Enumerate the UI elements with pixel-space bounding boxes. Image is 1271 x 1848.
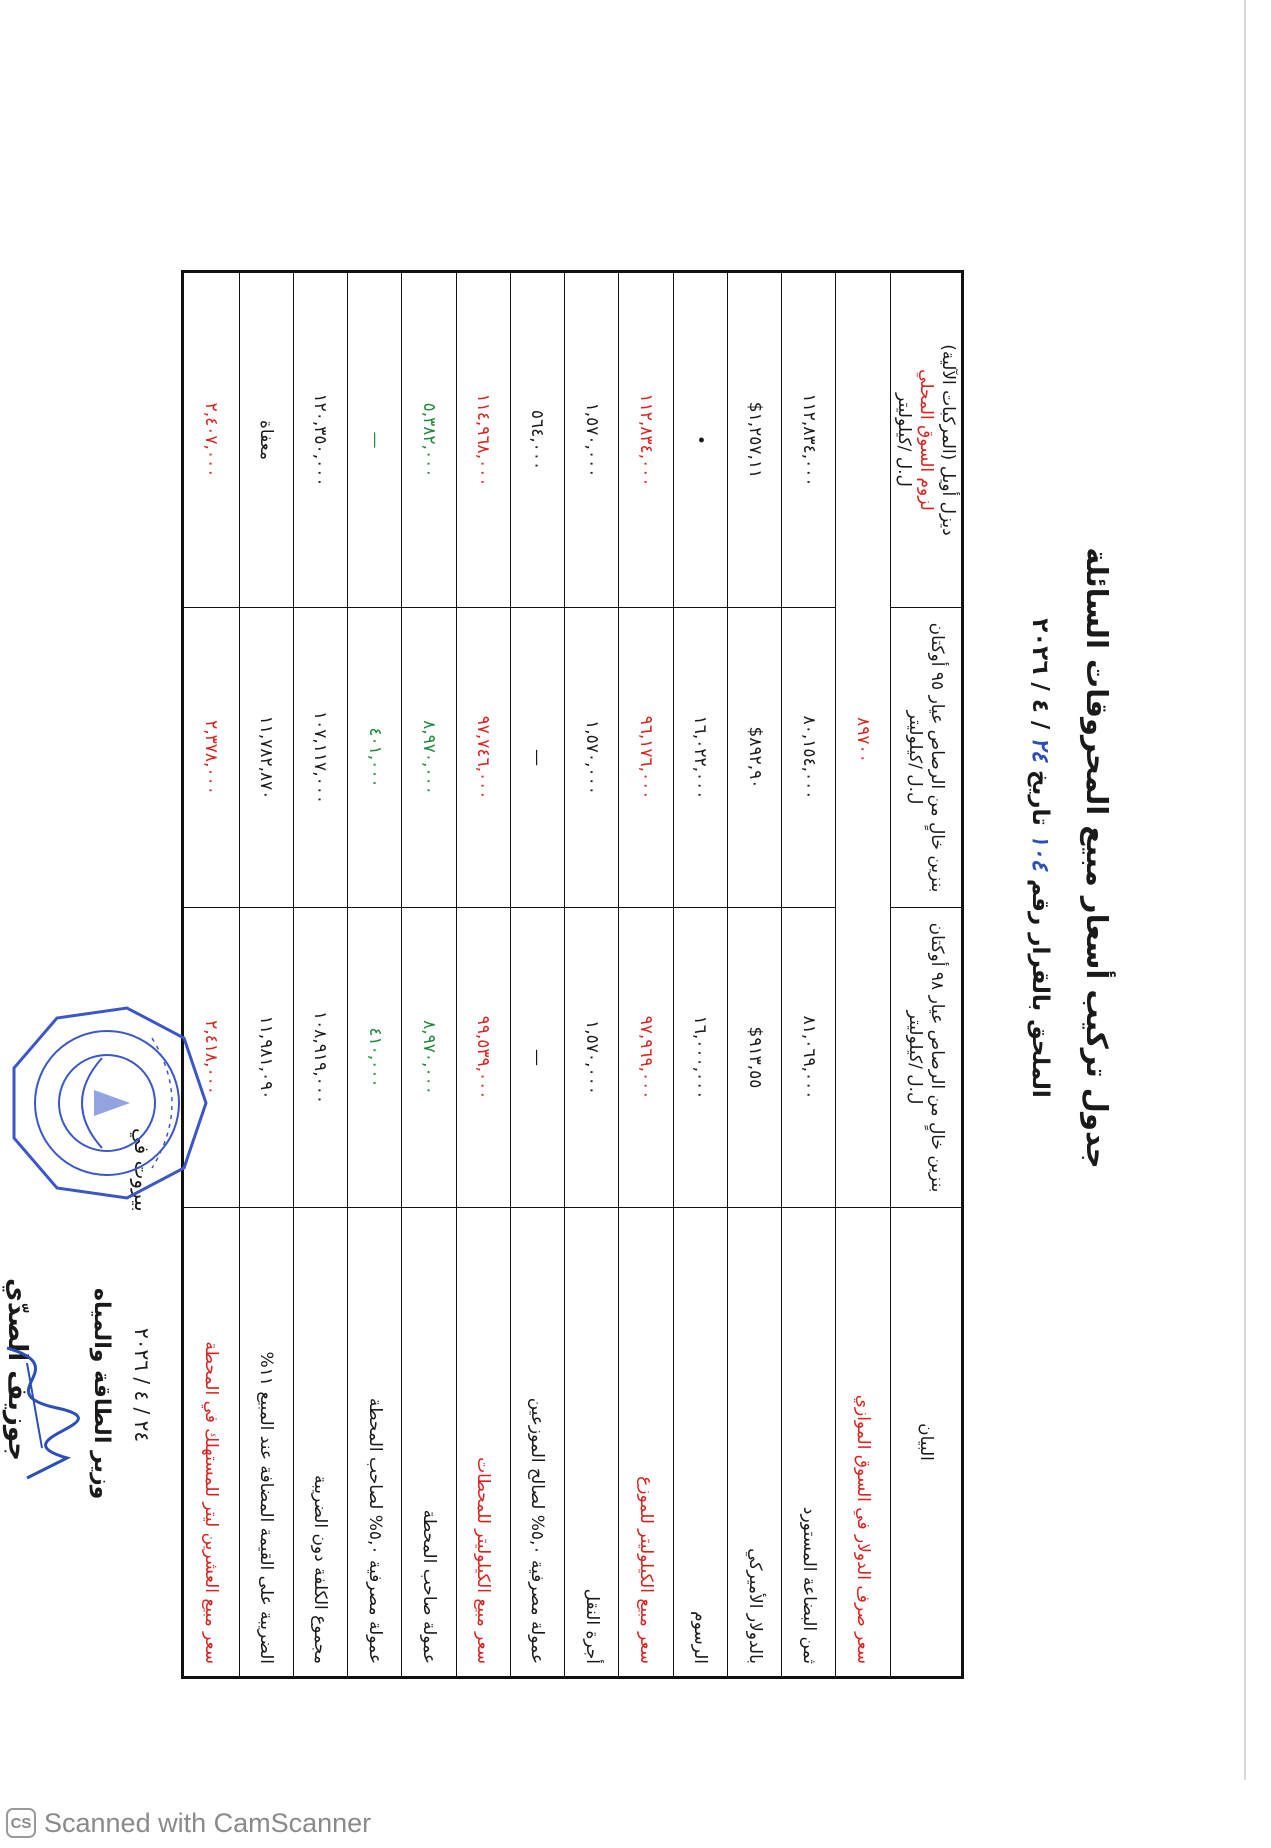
decision-number: ١٠٤ [1027,833,1054,871]
row-label: الرسوم [673,1208,727,1678]
header-petrol-98: بنزين خالٍ من الرصاص عيار ٩٨ أوكتان ل.ل /كيلوليتر [890,908,962,1208]
header-description: البيان [890,1208,962,1678]
row-value: ١٦,٠٠٠,٠٠٠ [673,908,727,1208]
table-row [836,272,890,1678]
row-value: ٢,٤١٨,٠٠٠ [183,908,240,1208]
row-value: ١٠٨,٩١٩,٠٠٠ [293,908,347,1208]
document-title: جدول تركيب أسعار مبيع المحروقات السائلة [1080,547,1114,1169]
row-value: — [510,608,564,908]
row-value: ٩٦,١٧٦,٠٠٠ [619,608,673,908]
row-value: ١١٤,٩٦٨,٠٠٠ [456,272,510,608]
row-value: ٨٠,١٥٤,٠٠٠ [782,608,836,908]
row-value: ٤٠١,٠٠٠ [348,608,402,908]
document-subtitle [1027,38,1054,1678]
row-value: ٩٧,٩٦٩,٠٠٠ [619,908,673,1208]
table-row [402,272,456,1678]
table-header-row [890,272,962,1678]
row-value: ٤١٠,٠٠٠ [348,908,402,1208]
row-value: ١,٥٧٠,٠٠٠ [565,272,619,608]
row-value: ٢,٣٧٨,٠٠٠ [183,608,240,908]
row-value: ١١,٧٨٢,٨٧٠ [239,608,293,908]
row-value: ١,٥٧٠,٠٠٠ [565,608,619,908]
row-label: الضريبة على القيمة المضافة عند المبيع ١١% [239,1208,293,1678]
row-merged-value: ٨٩٧٠٠ [836,272,890,1208]
header-diesel [890,272,962,608]
row-label: عمولة صاحب المحطة [402,1208,456,1678]
table-row [782,272,836,1678]
row-value: ٥,٣٨٢,٠٠٠ [402,272,456,608]
table-row [619,272,673,1678]
fuel-price-table [181,270,964,1679]
table-row [183,272,240,1678]
row-value: • [673,272,727,608]
decision-day: ٢٤ [1027,737,1054,763]
row-value: ٨١,٠٦٩,٠٠٠ [782,908,836,1208]
row-value: ٢,٤٠٧,٠٠٠ [183,272,240,608]
table-row [565,272,619,1678]
row-label: سعر صرف الدولار في السوق الموازي [836,1208,890,1678]
footer-place: بيروت في [130,1128,154,1212]
row-label: سعر مبيع الكيلوليتر للمحطات [456,1208,510,1678]
row-value: ٨,٩٧٠,٠٠٠ [402,908,456,1208]
subtitle-middle: تاريخ [1027,770,1053,826]
table-row [456,272,510,1678]
subtitle-prefix: الملحق بالقرار رقم [1027,878,1053,1098]
table-row [293,272,347,1678]
camscanner-badge-icon: CS [6,1808,36,1838]
row-value: ١١,٩٨١,٠٩٠ [239,908,293,1208]
row-label: سعر مبيع الكيلوليتر للموزع [619,1208,673,1678]
row-label: مجموع الكلفة دون الضريبة [293,1208,347,1678]
row-value: — [348,272,402,608]
row-label: أجرة النقل [565,1208,619,1678]
table-row [348,272,402,1678]
scan-edge-line [1244,0,1246,1780]
row-value: ٨٩٢,٩٠$ [727,608,781,908]
row-value: ١١٢,٨٣٤,٠٠٠ [619,272,673,608]
row-value: ١,٢٥٧,١١$ [727,272,781,608]
minister-name: جوزيف الصدّي [2,1278,32,1461]
footer-date: ٢٤ / ٤ / ٢٠٢٦ [130,1328,154,1443]
row-label: ثمن البضاعة المستورد [782,1208,836,1678]
camscanner-watermark: Scanned with CamScanner [44,1808,372,1838]
decision-date-rest: / ٤ / ٢٠٢٦ [1027,618,1053,730]
row-label: عمولة مصرفية ٥,٠% لصالح الموزعين [510,1208,564,1678]
row-label: سعر مبيع العشرين ليتر للمستهلك في المحطة [183,1208,240,1678]
table-row [239,272,293,1678]
table-row [727,272,781,1678]
row-label: عمولة مصرفية ٥,٠% لصاحب المحطة [348,1208,402,1678]
table-row [510,272,564,1678]
ministry-seal-stamp [2,998,212,1208]
minister-signature [0,1338,97,1488]
row-value: ٨,٩٧٠,٠٠٠ [402,608,456,908]
table-row [673,272,727,1678]
row-value: ٩٩,٥٣٩,٠٠٠ [456,908,510,1208]
minister-title: وزير الطاقة والمياه [89,1288,114,1500]
row-value: ١٢٠,٣٥٠,٠٠٠ [293,272,347,608]
header-diesel-sub: لزوم السوق المحلي [915,369,936,511]
row-value: — [510,908,564,1208]
row-value: ١٦,٠٢٢,٠٠٠ [673,608,727,908]
row-value: ٩٧,٧٤٦,٠٠٠ [456,608,510,908]
row-value: معفاة [239,272,293,608]
row-value: ٩١٣,٥٥$ [727,908,781,1208]
header-diesel-label: ديزل أويل (المركبات الآلية) [938,344,958,536]
row-value: ١,٥٧٠,٠٠٠ [565,908,619,1208]
row-value: ١٠٧,١١٧,٠٠٠ [293,608,347,908]
header-petrol-95: بنزين خالٍ من الرصاص عيار ٩٥ أوكتان ل.ل /كيلوليتر [890,608,962,908]
row-value: ١١٢,٨٣٤,٠٠٠ [782,272,836,608]
header-diesel-unit: ل.ل /كيلوليتر [893,393,914,487]
row-value: ٥٦٤,٠٠٠ [510,272,564,608]
document-sheet [2,38,1232,1678]
row-label: بالدولار الأميركي [727,1208,781,1678]
